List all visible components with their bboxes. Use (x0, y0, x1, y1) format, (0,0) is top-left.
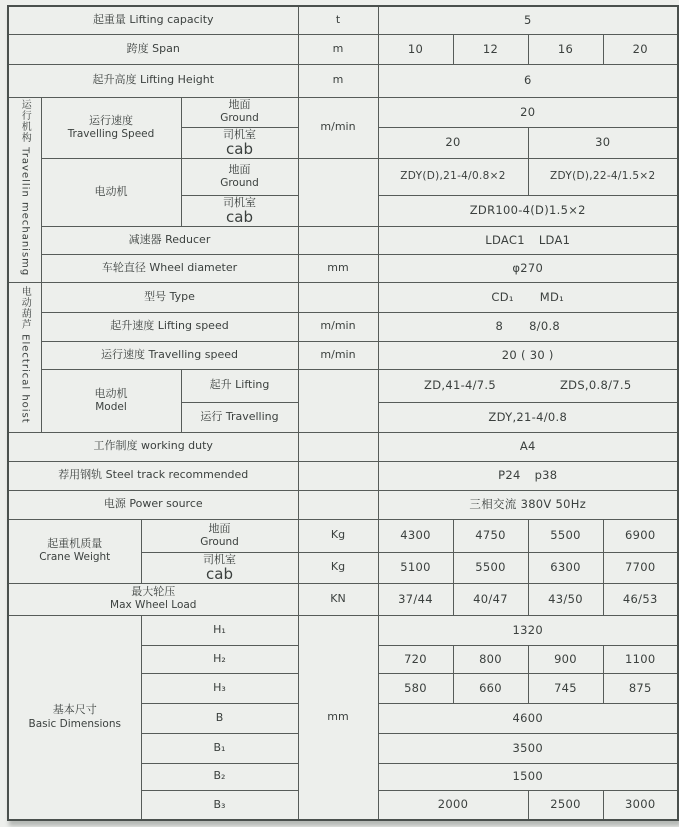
travelling-speed-cab-value: 30 (528, 127, 678, 158)
dimension-h2-value: 1100 (603, 645, 678, 673)
span-label: 跨度 Span (8, 34, 298, 64)
max-wheel-load-label (8, 583, 298, 615)
mechanism-motor-ground-value: ZDY(D),21-4/0.8×2 (378, 158, 528, 195)
hoist-type-label: 型号 Type (41, 282, 298, 312)
span-value: 12 (453, 34, 528, 64)
lifting-height-label: 起升高度 Lifting Height (8, 64, 298, 97)
table-row (8, 226, 678, 254)
dimension-b-label: B (141, 703, 298, 733)
hoist-lifting-speed-unit: m/min (298, 312, 378, 341)
basic-dimensions-label (8, 615, 141, 820)
ground-label-zh: 地面 (228, 162, 251, 176)
hoist-type-value-2: MD₁ (539, 289, 565, 304)
power-source-value: 三相交流 380V 50Hz (378, 490, 678, 519)
mechanism-motor-cab-label (181, 195, 298, 226)
crane-weight-ground-value: 4300 (378, 519, 453, 552)
dimension-h2-label: H₂ (141, 645, 298, 673)
ground-label-en: Ground (220, 112, 259, 125)
reducer-label: 减速器 Reducer (41, 226, 298, 254)
dimension-h3-value: 660 (453, 673, 528, 703)
working-duty-value: A4 (378, 432, 678, 461)
table-row (8, 461, 678, 490)
table-row (8, 369, 678, 402)
reducer-value-2: LDA1 (538, 232, 571, 247)
cab-label-zh: 司机室 (203, 552, 236, 566)
steel-track-unit (298, 461, 378, 490)
dimension-h3-value: 580 (378, 673, 453, 703)
crane-weight-ground-unit: Kg (298, 519, 378, 552)
hoist-type-unit (298, 282, 378, 312)
crane-weight-label (8, 519, 141, 583)
max-wheel-load-value: 46/53 (603, 583, 678, 615)
crane-weight-cab-value: 6300 (528, 552, 603, 583)
steel-track-value-1: P24 (498, 468, 521, 483)
section-electric-hoist-label: 电动葫芦 Electrical hoist (19, 286, 31, 424)
dimension-h2-value: 800 (453, 645, 528, 673)
mechanism-motor-ground-value: ZDY(D),22-4/1.5×2 (528, 158, 678, 195)
hoist-motor-lifting-value (378, 369, 678, 402)
table-row (8, 519, 678, 552)
dimension-h3-value: 745 (528, 673, 603, 703)
table-row (8, 432, 678, 461)
span-value: 16 (528, 34, 603, 64)
crane-weight-cab-value: 5100 (378, 552, 453, 583)
basic-dimensions-unit: mm (298, 615, 378, 820)
crane-weight-cab-label (141, 552, 298, 583)
lifting-height-unit: m (298, 64, 378, 97)
travelling-speed-unit: m/min (298, 97, 378, 158)
dimension-h3-value: 875 (603, 673, 678, 703)
dimension-h2-value: 900 (528, 645, 603, 673)
power-source-label: 电源 Power source (8, 490, 298, 519)
table-row (8, 490, 678, 519)
cab-label-zh: 司机室 (223, 127, 256, 141)
table-row (8, 615, 678, 645)
travelling-speed-ground-label (181, 97, 298, 127)
mechanism-motor-unit (298, 158, 378, 226)
wheel-diameter-label: 车轮直径 Wheel diameter (41, 254, 298, 282)
basic-dimensions-label-zh: 基本尺寸 (52, 703, 97, 717)
table-row (8, 34, 678, 64)
section-electric-hoist (8, 282, 41, 432)
reducer-unit (298, 226, 378, 254)
crane-weight-ground-value: 6900 (603, 519, 678, 552)
basic-dimensions-label-en: Basic Dimensions (28, 717, 121, 730)
power-source-unit (298, 490, 378, 519)
ground-label-en: Ground (200, 535, 239, 548)
ground-label-zh: 地面 (228, 98, 251, 112)
steel-track-value-2: p38 (534, 468, 558, 483)
dimension-h3-label: H₃ (141, 673, 298, 703)
dimension-h2-value: 720 (378, 645, 453, 673)
hoist-type-value-1: CD₁ (491, 289, 514, 304)
working-duty-label: 工作制度 working duty (8, 432, 298, 461)
cab-label-en: cab (206, 564, 233, 583)
table-row (8, 97, 678, 127)
dimension-b-value: 4600 (378, 703, 678, 733)
hoist-lifting-speed-value-2: 8/0.8 (529, 319, 561, 334)
travelling-speed-label (41, 97, 181, 158)
hoist-travelling-speed-unit: m/min (298, 341, 378, 369)
hoist-type-value (378, 282, 678, 312)
hoist-motor-label (41, 369, 181, 432)
crane-weight-cab-value: 7700 (603, 552, 678, 583)
steel-track-value (378, 461, 678, 490)
dimension-b1-label: B₁ (141, 733, 298, 763)
hoist-travelling-speed-value: 20 ( 30 ) (378, 341, 678, 369)
steel-track-label: 荐用钢轨 Steel track recommended (8, 461, 298, 490)
max-wheel-load-label-zh: 最大轮压 (131, 585, 176, 599)
hoist-lifting-speed-value-1: 8 (495, 319, 504, 334)
hoist-motor-lifting-value-2: ZDS,0.8/7.5 (560, 378, 632, 393)
working-duty-unit (298, 432, 378, 461)
cab-label-zh: 司机室 (223, 195, 256, 209)
dimension-b1-value: 3500 (378, 733, 678, 763)
ground-label-en: Ground (220, 176, 259, 189)
reducer-value-1: LDAC1 (485, 232, 525, 247)
lifting-capacity-unit: t (298, 6, 378, 34)
travelling-speed-label-en: Travelling Speed (67, 127, 155, 140)
reducer-value (378, 226, 678, 254)
mechanism-motor-cab-value: ZDR100-4(D)1.5×2 (378, 195, 678, 226)
hoist-motor-unit (298, 369, 378, 432)
span-value: 20 (603, 34, 678, 64)
dimension-b3-label: B₃ (141, 790, 298, 820)
max-wheel-load-label-en: Max Wheel Load (110, 599, 197, 612)
dimension-b3-value: 2000 (378, 790, 528, 820)
dimension-b2-label: B₂ (141, 763, 298, 790)
table-row (8, 158, 678, 195)
mechanism-motor-label: 电动机 (41, 158, 181, 226)
hoist-travelling-speed-label: 运行速度 Travelling speed (41, 341, 298, 369)
crane-weight-ground-label (141, 519, 298, 552)
crane-weight-ground-value: 4750 (453, 519, 528, 552)
max-wheel-load-value: 37/44 (378, 583, 453, 615)
hoist-motor-label-zh: 电动机 (94, 386, 128, 400)
hoist-lifting-speed-value (378, 312, 678, 341)
table-row (8, 282, 678, 312)
span-value: 10 (378, 34, 453, 64)
dimension-h1-label: H₁ (141, 615, 298, 645)
ground-label-zh: 地面 (208, 521, 231, 535)
table-row (8, 254, 678, 282)
section-travelling-mechanism (8, 97, 41, 282)
dimension-h1-value: 1320 (378, 615, 678, 645)
travelling-speed-cab-value: 20 (378, 127, 528, 158)
hoist-motor-lifting-label: 起升 Lifting (181, 369, 298, 402)
crane-weight-label-zh: 起重机质量 (47, 537, 103, 551)
travelling-speed-label-zh: 运行速度 (89, 113, 133, 127)
hoist-motor-label-en: Model (95, 400, 127, 413)
lifting-height-value: 6 (378, 64, 678, 97)
crane-weight-ground-value: 5500 (528, 519, 603, 552)
cab-label-en: cab (226, 139, 253, 158)
table-row (8, 341, 678, 369)
crane-weight-label-en: Crane Weight (39, 551, 111, 564)
hoist-motor-lifting-value-1: ZD,41-4/7.5 (424, 378, 496, 393)
table-row (8, 6, 678, 34)
hoist-motor-travelling-value: ZDY,21-4/0.8 (378, 402, 678, 432)
lifting-capacity-value: 5 (378, 6, 678, 34)
lifting-capacity-label: 起重量 Lifting capacity (8, 6, 298, 34)
hoist-motor-travelling-label: 运行 Travelling (181, 402, 298, 432)
dimension-b2-value: 1500 (378, 763, 678, 790)
crane-weight-cab-unit: Kg (298, 552, 378, 583)
travelling-speed-ground-value: 20 (378, 97, 678, 127)
travelling-speed-cab-label (181, 127, 298, 158)
crane-weight-cab-value: 5500 (453, 552, 528, 583)
max-wheel-load-unit: KN (298, 583, 378, 615)
table-row (8, 64, 678, 97)
span-unit: m (298, 34, 378, 64)
mechanism-motor-ground-label (181, 158, 298, 195)
hoist-lifting-speed-label: 起升速度 Lifting speed (41, 312, 298, 341)
dimension-b3-value: 3000 (603, 790, 678, 820)
cab-label-en: cab (226, 207, 253, 226)
wheel-diameter-value: φ270 (378, 254, 678, 282)
wheel-diameter-unit: mm (298, 254, 378, 282)
crane-spec-table (7, 5, 679, 821)
max-wheel-load-value: 40/47 (453, 583, 528, 615)
dimension-b3-value: 2500 (528, 790, 603, 820)
spec-sheet (7, 5, 679, 821)
max-wheel-load-value: 43/50 (528, 583, 603, 615)
section-travelling-mechanism-label: 运行机构 Travellin mechanismg (19, 98, 31, 277)
table-row (8, 312, 678, 341)
table-row (8, 583, 678, 615)
